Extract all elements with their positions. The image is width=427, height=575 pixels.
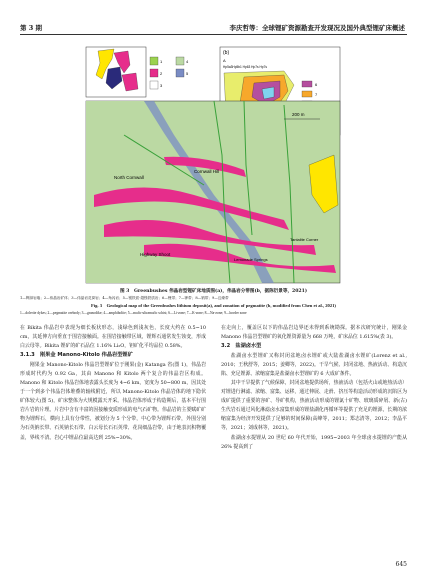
caption-cn: 图 3 Greenbushes 伟晶岩型锂矿床地质图(a)，伟晶岩分带图(b，据陈衍景等，2021) [119, 289, 308, 294]
legend-num-2: 2 [160, 71, 163, 76]
legend-num-6: 6 [315, 82, 318, 87]
right-para-1: 在走向上，覆盖区以下的伟晶岩边界还未得到系统勘探。据本次研究统计，刚果金 Manono 伟晶岩型锂矿的氧化锂资源量为 668 万吨，矿床品位 1.615%(表 3)。 [221, 325, 407, 341]
header-rule [20, 34, 407, 35]
legend-a [150, 57, 189, 89]
running-title: 李庆哲等：全球锂矿资源勘查开发现况及国外典型锂矿床概述 [229, 24, 405, 32]
right-para-4: 盐湖卤水提锂从 20 世纪 60 年代开始，1995~2003 年全球卤水提锂的产能从 26% 提高到了 [221, 434, 407, 450]
label-highway-shoot: Highway Shoot [140, 252, 171, 257]
geological-map-figure [84, 45, 344, 285]
left-column [20, 324, 206, 443]
label-north-cornwall: North Cornwall [114, 175, 144, 180]
page-number: 645 [395, 561, 407, 568]
panel-a-map [86, 101, 340, 283]
legend-num-1: 1 [160, 59, 163, 64]
scale-a: 200 m [292, 112, 305, 117]
section-heading-3-2: 3.2 盐湖卤水型 [221, 343, 262, 350]
right-column [221, 324, 407, 452]
zone-labels: Hp5a3Hp5b1 Hp63 Hp7s Hp7s [223, 65, 267, 69]
legend-num-4: 4 [186, 59, 189, 64]
left-para-2: 刚果金 Manono-Kitolo 伟晶岩型锂矿位于刚果(金) Katanga 省(图 1)，伟晶岩形成时代约为 0.92 Ga，其由 Manono 和 Kitolo 两个复合的伟晶岩区构成。Manono 和 Kitolo 伟晶岩体地表露头长度为 4~6 km，宽度为 50~800 m，因其处于一个到多个伟晶岩体堆叠的轴线附近，所以 Manono-Kitolo 伟晶岩体的地下隐伏矿体较大(图 5)，矿床整体为大规模露天开采。伟晶岩体形成于构造期后，基本平行围岩片岩的片理。片岩中含有丰富的因接触变质形成的电气石矿物。伟晶岩的主要赋矿矿物为锂辉石，横向上具有分带性，被划分为 5 个分带，中心带为锂辉石带，外围分别为石英钠长带、石英钠长石带、白云母长石石英带、花岗细晶岩带，由于地表沉积物覆盖，界线不清。岩心中锂品位最高达到 25%~30%。 [20, 361, 206, 441]
legend-num-7: 7 [315, 92, 318, 97]
section-label-a: A [223, 58, 226, 63]
label-lemonade-springs: Lemonade Springs [234, 257, 268, 262]
issue-number: 第 3 期 [20, 24, 43, 32]
label-cornwall-hill: Cornwall Hill [194, 169, 220, 174]
caption-legend-en: 1—dolerite dykes; 2—pegmatite orebody; 3—granodike; 4—amphibolite; 5—mafic-ultramafic schist; 6—Li-zone; 7—K-zone; 8—Na-zone; 9—border zone [20, 311, 247, 315]
left-para-1: 在 Bikita 伟晶岩中表现为细长板状形态，浅绿色到浅灰色，长度大约在 0.5~10 cm，其延伸方向垂直于围岩接触面。在围岩接触带区域，锂辉石通常发生蚀变，形成白云母等。Bikita 锂矿的矿石品位 1.16% Li₂O，钽矿化平均品位 0.58%。 [20, 325, 206, 350]
panel-a-inset [86, 47, 146, 97]
legend-num-3: 3 [160, 83, 163, 88]
legend-num-5: 5 [186, 71, 189, 76]
label-tantalite-corner: Tantalite Corner [290, 237, 319, 242]
caption-legend-cn: 1—辉绿岩墙；2—伟晶岩矿体；3—伟晶岩花岗岩；4—角闪岩；5—镁铁质-超镁铁质岩；6—锂带；7—钾带；8—钠带；9—边缘带 [20, 296, 229, 300]
section-heading-3-1-3: 3.1.3 刚果金 Manono-Kitolo 伟晶岩型锂矿 [20, 352, 133, 359]
right-para-3: 其中干旱提供了气候保障，封闭盆地提供场所，热液活动（包括火山或地热活动）对锂进行淋滤、浓缩、富集、运移，通过伸展、走滑、挤压等构造活动形成的沉陷区为成矿提供了重要的容矿、导矿机构，热液活动形成的锂氯十矿物、玻璃质碎屑、新(古)生代岩石通过风化淋滤卤水富集形成的锂盐湖化再循环等提供了充足的锂源，长期的浓缩富集为经济开发提供了足够的时间保障(高峰等，2011；郑志清等，2012；李晶平等，2021；刘成林等，2021)。 [221, 379, 407, 432]
panel-b-label: (b) [223, 50, 230, 56]
caption-en: Fig. 3 Geological map of the Greenbushes lithium deposit(a), and zonation of pegmatite (b, modified from Chen et al., 2021) [91, 303, 336, 308]
right-para-2: 盐湖卤水型锂矿又称封闭盆地卤水锂矿或大陆盐湖卤水锂矿(Lorenz et al., 2010；王秋舒等，2015；姜卿等，2022)。干旱气候、封闭盆地、热液活动、构造沉陷、充足锂源、浓缩富集是盐湖卤水型锂矿的 6 大成矿条件。 [221, 352, 407, 377]
